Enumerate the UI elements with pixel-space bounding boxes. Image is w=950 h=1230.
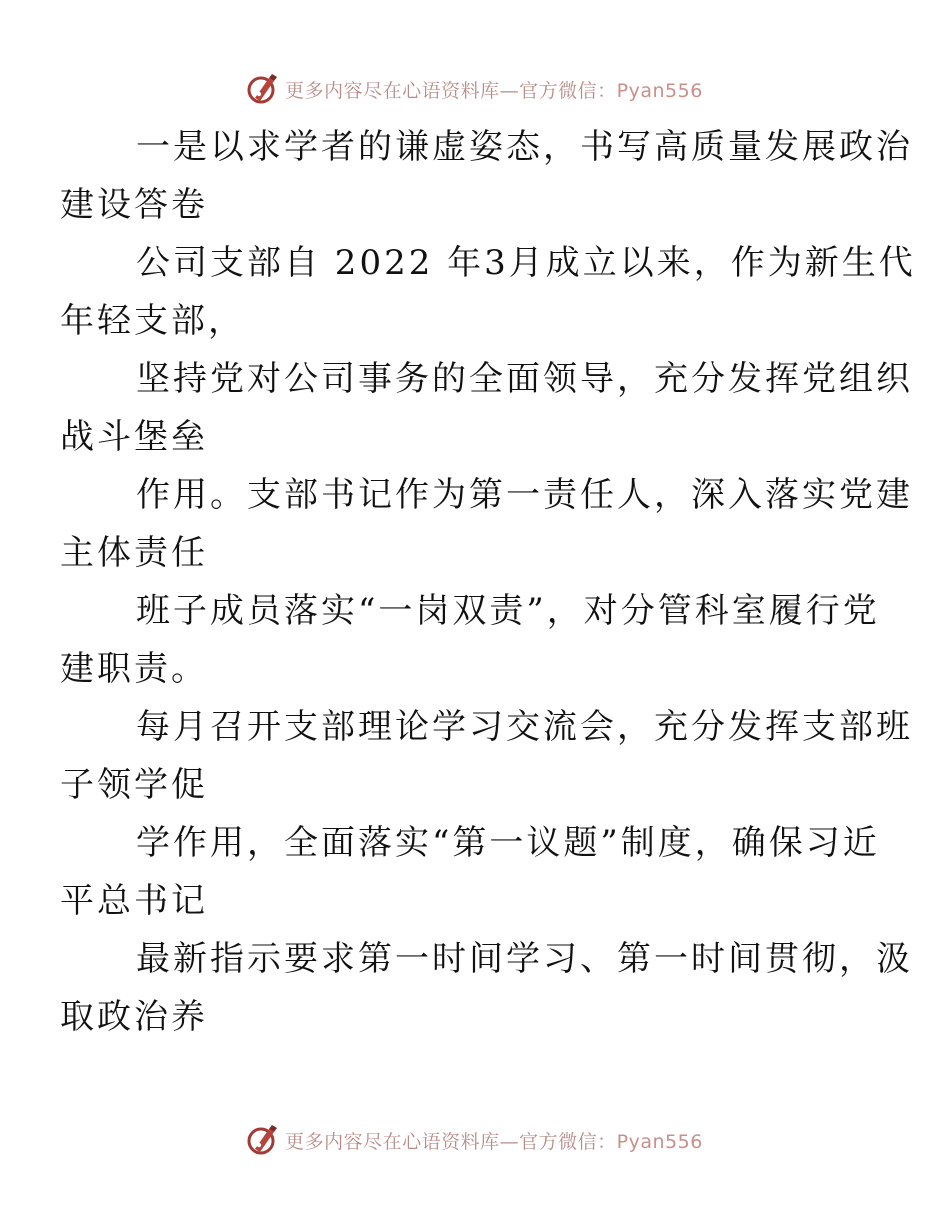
- paragraph-2: 公司支部自 2022 年3月成立以来，作为新生代 年轻支部，: [60, 243, 916, 341]
- watermark-text: 更多内容尽在心语资料库—官方微信：Pyan556: [285, 79, 703, 102]
- header-watermark: [0, 72, 950, 106]
- paragraph-4: 作用。支部书记作为第一责任人，深入落实党建 主体责任: [60, 475, 913, 573]
- paragraph-1: 一是以求学者的谦虚姿态，书写高质量发展政治 建设答卷: [60, 127, 913, 225]
- watermark-text: 更多内容尽在心语资料库—官方微信：Pyan556: [285, 1130, 703, 1153]
- footer-watermark: [0, 1123, 950, 1157]
- pen-logo-icon: [247, 72, 279, 106]
- document-body: [60, 118, 916, 1046]
- pen-logo-icon: [247, 1123, 279, 1157]
- paragraph-8: 最新指示要求第一时间学习、第一时间贯彻，汲 取政治养: [60, 939, 913, 1037]
- paragraph-6: 每月召开支部理论学习交流会，充分发挥支部班 子领学促: [60, 707, 913, 805]
- paragraph-5: 班子成员落实“一岗双责”，对分管科室履行党 建职责。: [60, 591, 880, 689]
- paragraph-3: 坚持党对公司事务的全面领导，充分发挥党组织 战斗堡垒: [60, 359, 913, 457]
- paragraph-7: 学作用，全面落实“第一议题”制度，确保习近 平总书记: [60, 823, 880, 921]
